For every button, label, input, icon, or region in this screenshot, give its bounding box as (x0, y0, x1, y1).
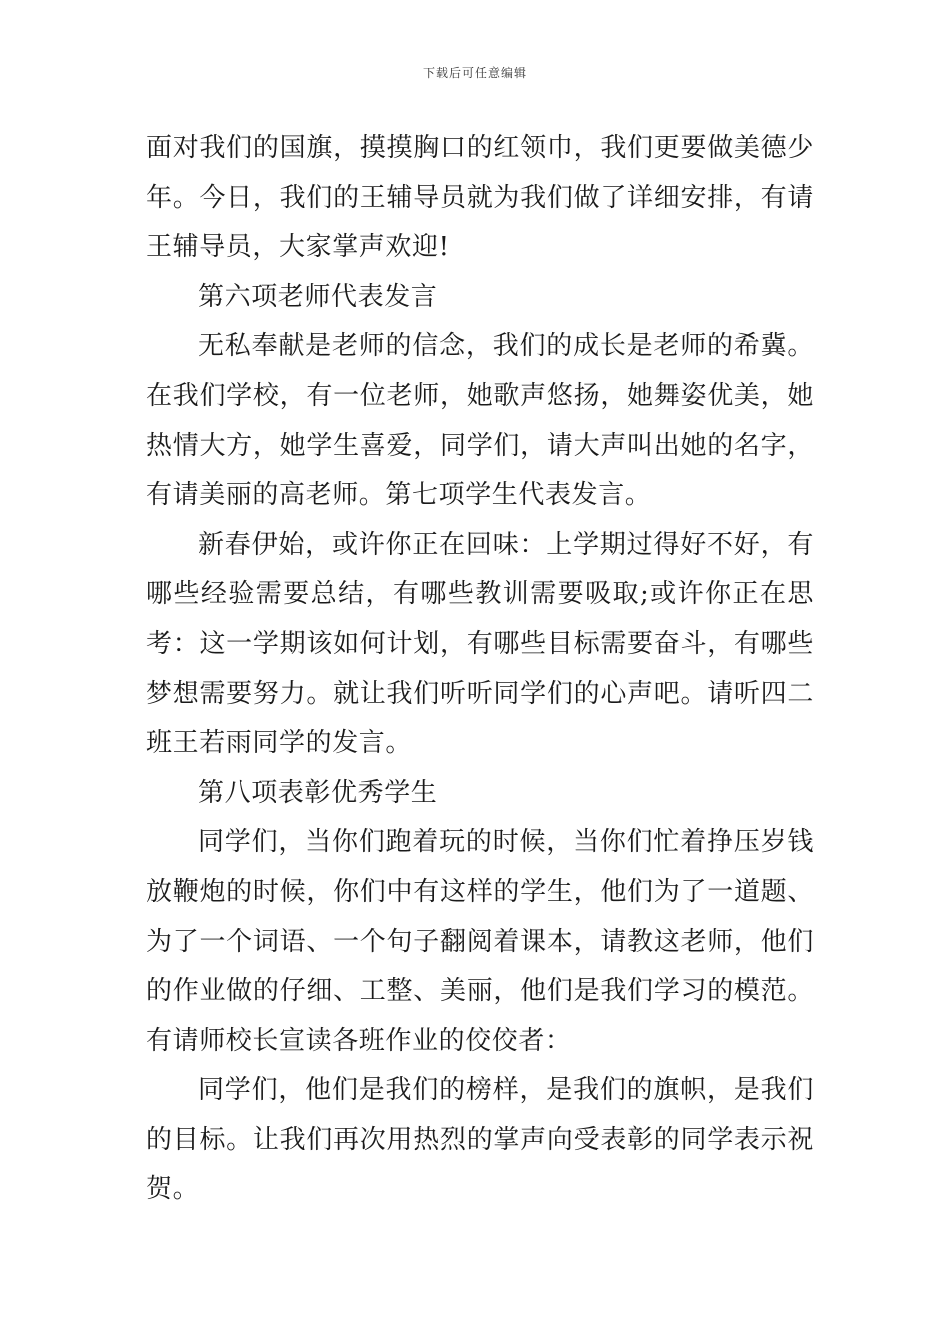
paragraph-commend-intro: 同学们，当你们跑着玩的时候，当你们忙着挣压岁钱放鞭炮的时候，你们中有这样的学生，他们为了一道题、为了一个词语、一个句子翻阅着课本，请教这老师，他们的作业做的仔细、工整、美丽，他们是我们学习的模范。有请师校长宣读各班作业的佼佼者： (146, 827, 814, 1056)
section-heading-commend-students: 第八项表彰优秀学生 (198, 777, 438, 808)
paragraph-teacher-intro: 无私奉献是老师的信念，我们的成长是老师的希冀。在我们学校，有一位老师，她歌声悠扬，她舞姿优美，她热情大方，她学生喜爱，同学们，请大声叫出她的名字，有请美丽的高老师。第七项学生代表发言。 (146, 331, 814, 511)
page-header-note: 下载后可任意编辑 (422, 66, 527, 80)
section-heading-teacher-speech: 第六项老师代表发言 (198, 281, 438, 312)
document-body (146, 124, 814, 1215)
paragraph-closing-congrats: 同学们，他们是我们的榜样，是我们的旗帜，是我们的目标。让我们再次用热烈的掌声向受表彰的同学表示祝贺。 (146, 1075, 814, 1205)
paragraph-flag-intro: 面对我们的国旗，摸摸胸口的红领巾，我们更要做美德少年。今日，我们的王辅导员就为我们做了详细安排，有请王辅导员，大家掌声欢迎! (146, 133, 814, 263)
paragraph-student-speech-intro: 新春伊始，或许你正在回味：上学期过得好不好，有哪些经验需要总结，有哪些教训需要吸取;或许你正在思考：这一学期该如何计划，有哪些目标需要奋斗，有哪些梦想需要努力。就让我们听听同学们的心声吧。请听四二班王若雨同学的发言。 (146, 529, 814, 759)
